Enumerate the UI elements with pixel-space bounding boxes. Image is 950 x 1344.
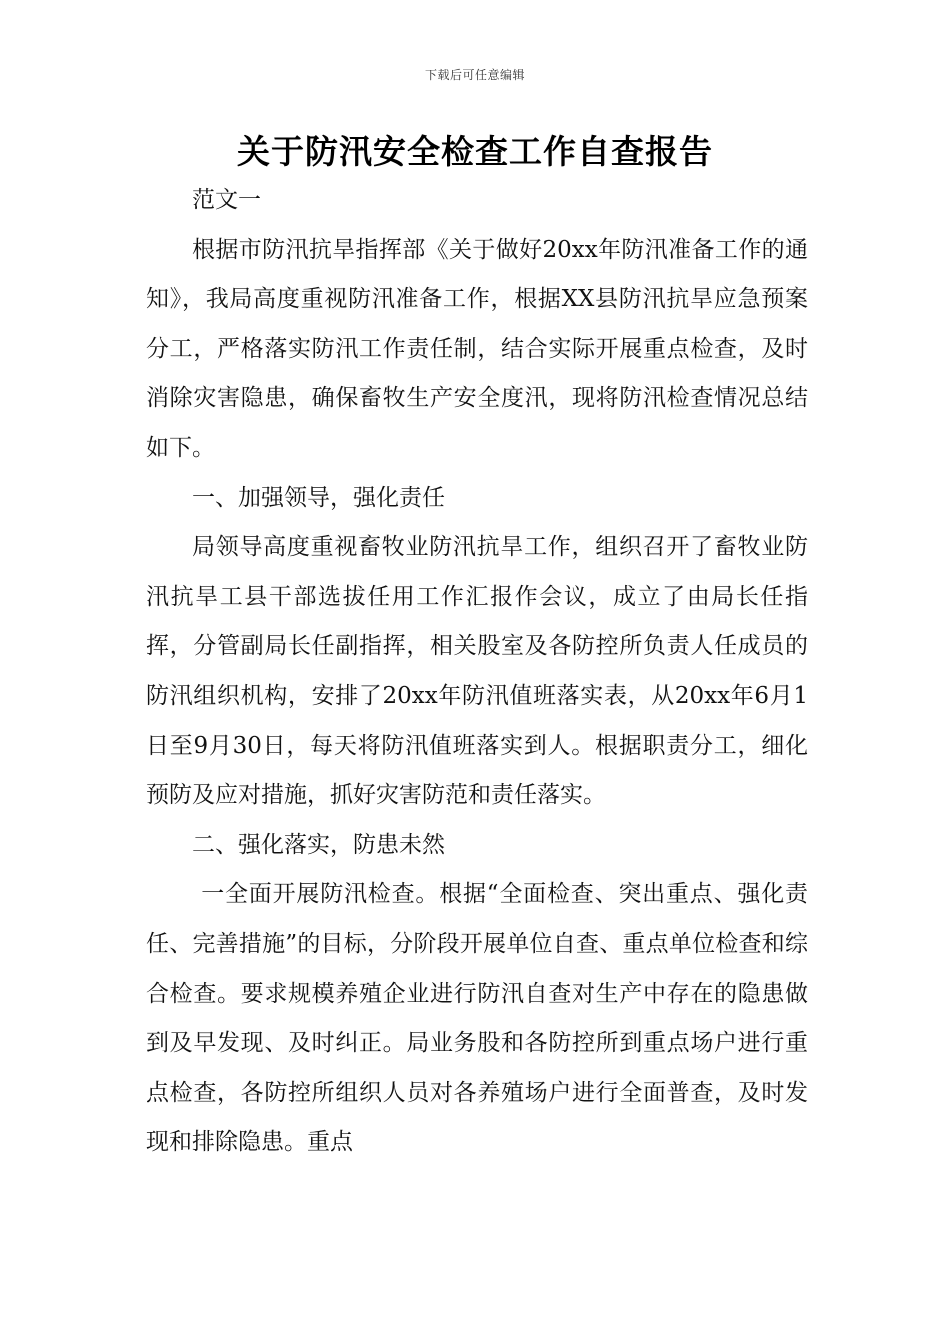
document-title: 关于防汛安全检查工作自查报告 — [237, 132, 713, 171]
paragraph-sample-label: 范文一 — [192, 187, 261, 213]
section-heading-1: 一、加强领导，强化责任 — [192, 484, 445, 511]
paragraph-section-1: 局领导高度重视畜牧业防汛抗旱工作，组织召开了畜牧业防汛抗旱工县干部选拔任用工作汇报作会议，成立了由局长任指挥，分管副局长任副指挥，相关股室及各防控所负责人任成员的防汛组织机构，安排了20xx年防汛值班落实表，从20xx年6月1日至9月30日，每天将防汛值班落实到人。根据职责分工，细化预防及应对措施，抓好灾害防范和责任落实。 — [146, 534, 808, 809]
paragraph-intro: 根据市防汛抗旱指挥部《关于做好20xx年防汛准备工作的通知》，我局高度重视防汛准备工作，根据XX县防汛抗旱应急预案分工，严格落实防汛工作责任制，结合实际开展重点检查，及时消除灾害隐患，确保畜牧生产安全度汛，现将防汛检查情况总结如下。 — [146, 236, 808, 461]
section-heading-2: 二、强化落实，防患未然 — [192, 831, 445, 858]
paragraph-section-2: 一全面开展防汛检查。根据“全面检查、突出重点、强化责任、完善措施”的目标，分阶段开展单位自查、重点单位检查和综合检查。要求规模养殖企业进行防汛自查对生产中存在的隐患做到及早发现、及时纠正。局业务股和各防控所到重点场户进行重点检查，各防控所组织人员对各养殖场户进行全面普查，及时发现和排除隐患。重点 — [146, 881, 808, 1156]
document-body — [146, 176, 808, 1168]
header-note: 下载后可任意编辑 — [424, 68, 525, 82]
